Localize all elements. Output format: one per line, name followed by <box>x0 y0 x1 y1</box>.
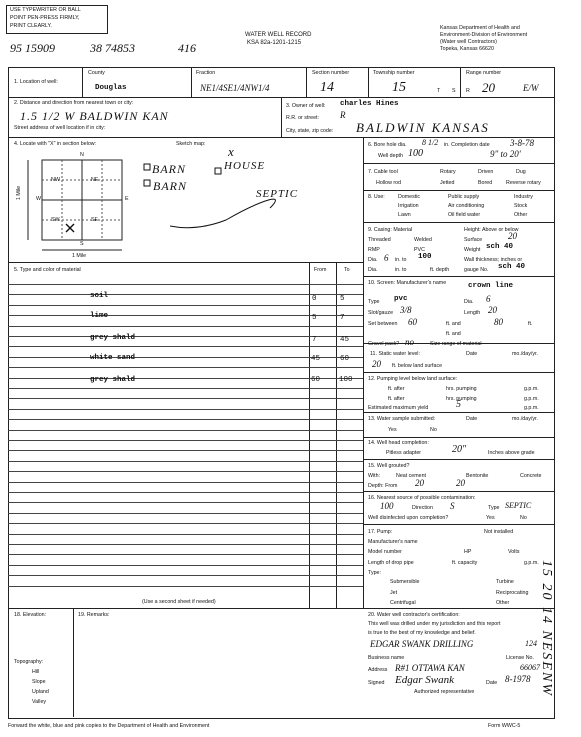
signed-date-label: Date <box>486 680 498 686</box>
material-rule-line <box>8 502 363 503</box>
address-label: Address <box>368 667 388 673</box>
use-domestic: Domestic <box>398 194 421 200</box>
signature: Edgar Swank <box>395 674 454 686</box>
use-label: 8. Use: <box>368 194 385 200</box>
agency-line-3: (Water well Contractors) <box>440 39 497 45</box>
material-rule-line <box>8 315 363 316</box>
agency-line-4: Topeka, Kansas 66620 <box>440 46 494 52</box>
grid-n: N <box>80 152 84 158</box>
pumping-hrs-2: hrs. pumping <box>446 396 477 402</box>
dug: Dug <box>516 169 526 175</box>
grid-mile-side: 1 Mile <box>16 185 22 200</box>
grid-ne: NE <box>91 177 99 183</box>
handwritten-code-1: 95 15909 <box>10 41 55 55</box>
jetted: Jetted <box>440 180 455 186</box>
second-sheet-note: (Use a second sheet if needed) <box>142 599 216 605</box>
location-label: 1. Location of well: <box>14 79 58 85</box>
grid-sw: SW <box>51 217 60 223</box>
signed-label: Signed <box>368 680 385 686</box>
license-value: 124 <box>525 639 537 648</box>
owner-value: charles Hines <box>340 100 399 108</box>
material-row-3-from: 7 <box>312 336 317 344</box>
set-ft: ft. <box>528 321 533 327</box>
city-value: BALDWIN KANSAS <box>356 120 490 135</box>
use-other: Other <box>514 212 528 218</box>
surface-label: Surface <box>464 237 483 243</box>
material-row-5-to: 100 <box>339 376 353 384</box>
pitless-label: Pitless adapter <box>386 450 422 456</box>
grouted-label: 15. Well grouted? <box>368 463 410 469</box>
owner-label: 3. Owner of well: <box>286 103 326 109</box>
gauge-label: gauge No. <box>464 267 489 273</box>
use-public-supply: Public supply <box>448 194 480 200</box>
material-rule-line <box>8 305 363 306</box>
above-grade-label: Inches above grade <box>488 450 535 456</box>
t-letter: T <box>437 88 441 94</box>
pumping-gpm-1: g.p.m. <box>524 386 539 392</box>
material-rule-line <box>8 346 363 347</box>
material-rule-line <box>8 440 363 441</box>
contamination-label: 16. Nearest source of possible contamination: <box>368 495 476 501</box>
material-rule-line <box>8 492 363 493</box>
certification-line-2: is true to the best of my knowledge and belief. <box>368 630 476 636</box>
elevation-label: 18. Elevation: <box>14 612 47 618</box>
topography-hill: Hill <box>32 669 40 675</box>
driven: Driven <box>478 169 494 175</box>
direction-label: Direction <box>412 505 433 511</box>
use-industry: Industry <box>514 194 533 200</box>
static-value: 20 <box>372 359 381 369</box>
dia1-ft: 100 <box>418 253 432 261</box>
capacity-gpm: g.p.m. <box>524 560 539 566</box>
pumping-ft-after-2: ft. after <box>388 396 405 402</box>
authorized-label: Authorized representative <box>414 689 475 695</box>
centrifugal: Centrifugal <box>390 600 416 606</box>
screen-dia-value: 6 <box>486 294 491 304</box>
bored: Bored <box>478 180 493 186</box>
locate-label: 4. Locate with "X" in section below: <box>14 141 97 147</box>
threaded: Threaded <box>368 237 391 243</box>
dia1-value: 6 <box>384 253 389 263</box>
gravel-value: no <box>405 337 414 347</box>
certification-line-1: This well was drilled under my jurisdiction and this report <box>368 621 501 627</box>
wellhead-label: 14. Well head completion: <box>368 440 429 446</box>
material-rule-line <box>8 388 363 389</box>
sketch-text-house: HOUSE <box>224 160 266 172</box>
depth-value: 100 <box>408 148 423 159</box>
material-rule-line <box>8 534 363 535</box>
screen-label: 10. Screen: Manufacturer's name <box>368 280 447 286</box>
screen-type-label: Type <box>368 299 380 305</box>
material-row-2-from: 5 <box>312 314 317 322</box>
weight-label: Weight <box>464 247 481 253</box>
pump-type-label: Type: <box>368 570 381 576</box>
static-date-label: Date <box>466 351 478 357</box>
submersible: Submersible <box>390 579 420 585</box>
reverse-rotary: Reverse rotary <box>506 180 541 186</box>
bore-value: 8 1/2 <box>422 138 439 147</box>
height-label: Height: Above or below <box>464 227 519 233</box>
county-value: Douglas <box>95 84 127 92</box>
weight-value: sch 40 <box>486 243 514 251</box>
dia1-to: in. to <box>395 257 407 263</box>
material-rule-line <box>8 554 363 555</box>
instruction-line-1: USE TYPEWRITER OR BALL <box>10 7 81 13</box>
volts-label: Volts <box>508 549 520 555</box>
signed-date-value: 8-1978 <box>505 674 531 684</box>
material-row-4-to: 60 <box>340 355 350 363</box>
dia1-label: Dia. <box>368 257 378 263</box>
ft-capacity-label: ft. capacity <box>452 560 478 566</box>
sample-no: No <box>430 427 437 433</box>
material-rule-line <box>8 409 363 410</box>
static-below: ft. below land surface <box>392 363 443 369</box>
material-rule-line <box>8 565 363 566</box>
bentonite: Bentonite <box>466 473 489 479</box>
static-label: 11. Static water level: <box>370 351 420 357</box>
material-row-2-material: lime <box>90 312 109 320</box>
direction-value: S <box>450 501 455 511</box>
county-label: County <box>88 70 105 76</box>
set-between-label: Set between <box>368 321 398 327</box>
agency-line-1: Kansas Department of Health and <box>440 25 520 31</box>
materials-header: 5. Type and color of material <box>14 267 81 273</box>
screen-type-value: pvc <box>394 295 408 303</box>
east-west-value: E/W <box>523 83 539 93</box>
reciprocating: Reciprocating <box>496 590 529 596</box>
screen-value: crown line <box>468 282 514 290</box>
disinfected-label: Well disinfected upon completion? <box>368 515 449 521</box>
slot-value: 3/8 <box>400 305 412 315</box>
s-letter: S <box>452 88 456 94</box>
handwritten-code-3: 416 <box>178 41 196 55</box>
casing-label: 9. Casing: Material <box>368 227 413 233</box>
dia2-to: in. to <box>395 267 407 273</box>
material-rule-line <box>8 586 363 587</box>
sample-yes: Yes <box>388 427 397 433</box>
with-label: With: <box>368 473 381 479</box>
grout-depth-label: Depth: From <box>368 483 398 489</box>
form-statute: KSA 82a-1201-1215 <box>247 40 302 46</box>
material-rule-line <box>8 513 363 514</box>
topography-upland: Upland <box>32 689 49 695</box>
pumping-hrs-1: hrs. pumping <box>446 386 477 392</box>
grid-e: E <box>125 196 129 202</box>
grid-s: S <box>80 241 84 247</box>
remarks-label: 19. Remarks: <box>78 612 110 618</box>
gauge-value: sch 40 <box>498 263 526 271</box>
rr-street-value: R <box>340 110 346 120</box>
use-stock: Stock <box>514 203 528 209</box>
instruction-line-2: POINT PEN-PRESS FIRMLY, <box>10 15 80 21</box>
section-label: Section number <box>312 70 350 76</box>
set-and: ft. and <box>446 321 461 327</box>
grid-w: W <box>36 196 41 202</box>
margin-handwritten-note: 15 20 14 NESENW <box>539 560 554 697</box>
contamination-type-value: SEPTIC <box>505 501 532 510</box>
footer-instructions: Forward the white, blue and pink copies to the Department of Health and Environment <box>8 723 210 729</box>
topography-label: Topography: <box>14 659 44 665</box>
township-value: 15 <box>392 80 406 95</box>
material-row-3-material: grey shald <box>90 334 136 342</box>
max-yield-label: Estimated maximum yield <box>368 405 429 411</box>
grid-mile-bottom: 1 Mile <box>72 253 87 259</box>
contamination-type-label: Type <box>488 505 500 511</box>
address-value: R#1 OTTAWA KAN <box>395 663 465 673</box>
material-row-4-from: 45 <box>311 355 321 363</box>
city-label: City, state, zip code: <box>286 128 334 134</box>
use-air-conditioning: Air conditioning <box>448 203 485 209</box>
sketch-text-septic: SEPTIC <box>256 188 299 200</box>
hollow-rod: Hollow rod <box>376 180 402 186</box>
material-row-1-material: soil <box>90 292 109 300</box>
sketch-well-mark: x <box>228 144 234 159</box>
material-rule-line <box>8 336 363 337</box>
material-row-2-to: 7 <box>340 314 345 322</box>
material-rule-line <box>8 523 363 524</box>
rotary: Rotary <box>440 169 456 175</box>
material-rule-line <box>8 461 363 462</box>
material-row-1-from: 0 <box>312 295 317 303</box>
static-mo-day-yr: mo./day/yr. <box>512 351 538 357</box>
set-from-value: 60 <box>408 317 417 327</box>
welded: Welded <box>414 237 432 243</box>
cable-tool: 7. Cable tool <box>368 169 398 175</box>
gravel-label: Gravel pack? <box>368 341 400 347</box>
disinfected-no: No <box>520 515 527 521</box>
material-rule-line <box>8 430 363 431</box>
disinfected-yes: Yes <box>486 515 495 521</box>
surface-value: 20 <box>508 231 517 241</box>
grid-se: SE <box>91 217 99 223</box>
certification-label: 20. Water well contractor's certification: <box>368 612 460 618</box>
rr-street-label: R.R. or street: <box>286 115 319 121</box>
topography-slope: Slope <box>32 679 46 685</box>
material-row-5-material: grey shald <box>90 376 136 384</box>
pitless-value: 20" <box>452 444 467 455</box>
dia2-ft: ft. depth <box>430 267 450 273</box>
street-address-label: Street address of well location if in city: <box>14 125 106 131</box>
turbine: Turbine <box>496 579 514 585</box>
material-rule-line <box>8 294 363 295</box>
topography-valley: Valley <box>32 699 47 705</box>
material-rule-line <box>8 357 363 358</box>
bore-label: 6. Bore hole dia. <box>368 142 407 148</box>
section-value: 14 <box>320 80 334 95</box>
form-title: WATER WELL RECORD <box>245 32 312 38</box>
material-rule-line <box>8 471 363 472</box>
max-yield-gpm: g.p.m. <box>524 405 539 411</box>
material-rule-line <box>8 482 363 483</box>
material-row-1-to: 5 <box>340 295 345 303</box>
material-rule-line <box>8 284 363 285</box>
zip-value: 66067 <box>520 663 540 672</box>
handwritten-code-2: 38 74853 <box>90 41 135 55</box>
material-rule-line <box>8 450 363 451</box>
drop-pipe-label: Length of drop pipe <box>368 560 414 566</box>
use-irrigation: Irrigation <box>398 203 419 209</box>
contamination-ft-value: 100 <box>380 501 394 511</box>
from-header: From <box>314 267 327 273</box>
business-name-label: Business name <box>368 655 405 661</box>
gravel-size-label: Size range of material <box>430 341 482 347</box>
depth-extra: 9" to 20' <box>490 149 521 159</box>
depth-label: Well depth <box>378 153 403 159</box>
wall-label: Wall thickness; inches or <box>464 257 523 263</box>
to-header: To <box>344 267 350 273</box>
length-value: 20 <box>488 305 497 315</box>
material-row-5-from: 60 <box>311 376 321 384</box>
dia2-label: Dia. <box>368 267 378 273</box>
pumping-ft-after-1: ft. after <box>388 386 405 392</box>
material-rule-line <box>8 398 363 399</box>
length-label: Length <box>464 310 481 316</box>
license-label: License No. <box>506 655 534 661</box>
material-row-3-to: 45 <box>340 336 350 344</box>
completion-value: 3-8-78 <box>510 138 534 148</box>
agency-line-2: Environment-Division of Environment <box>440 32 528 38</box>
form-number: Form WWC-5 <box>488 723 521 729</box>
sample-mo-day-yr: mo./day/yr. <box>512 416 538 422</box>
sketch-text-barn-2: BARN <box>153 179 187 193</box>
range-value: 20 <box>482 80 495 95</box>
not-installed: Not installed <box>484 529 514 535</box>
neat-cement: Neat cement <box>396 473 427 479</box>
completion-label: in. Completion date <box>444 142 490 148</box>
range-label: Range number <box>466 70 502 76</box>
instruction-line-3: PRINT CLEARLY. <box>10 23 52 29</box>
sample-date-label: Date <box>466 416 478 422</box>
pumping-label: 12. Pumping level below land surface: <box>368 376 458 382</box>
set2-ft: ft. and <box>446 331 461 337</box>
fraction-label: Fraction <box>196 70 216 76</box>
hp-label: HP <box>464 549 472 555</box>
grout-to-value: 20 <box>456 478 465 488</box>
grid-nw: NW <box>51 177 60 183</box>
rmp: RMP <box>368 247 380 253</box>
use-oil-field: Oil field water <box>448 212 481 218</box>
screen-dia-label: Dia. <box>464 299 474 305</box>
pumping-gpm-2: g.p.m. <box>524 396 539 402</box>
sketch-text-barn-1: BARN <box>152 162 186 176</box>
material-rule-line <box>8 419 363 420</box>
sketch-map-label: Sketch map: <box>176 141 206 147</box>
material-rule-line <box>8 575 363 576</box>
township-label: Township number <box>373 70 415 76</box>
pvc: PVC <box>414 247 425 253</box>
material-rule-line <box>8 544 363 545</box>
distance-label: 2. Distance and direction from nearest town or city: <box>14 100 134 106</box>
distance-value: 1.5 1/2 W BALDWIN KAN <box>20 109 169 123</box>
business-name-value: EDGAR SWANK DRILLING <box>370 639 474 649</box>
use-lawn: Lawn <box>398 212 411 218</box>
sample-label: 13. Water sample submitted: <box>368 416 436 422</box>
slot-label: Slot/gauze <box>368 310 394 316</box>
grout-from-value: 20 <box>415 478 424 488</box>
max-yield-value: 5 <box>456 399 461 410</box>
model-label: Model number <box>368 549 402 555</box>
concrete: Concrete <box>520 473 542 479</box>
pump-label: 17. Pump: <box>368 529 393 535</box>
set-to-value: 80 <box>494 317 503 327</box>
material-rule-line <box>8 378 363 379</box>
jet: Jet <box>390 590 398 596</box>
fraction-value: NE1/4SE1/4NW1/4 <box>200 83 270 93</box>
material-row-4-material: white sand <box>90 354 136 362</box>
material-rule-line <box>8 326 363 327</box>
pump-other: Other <box>496 600 510 606</box>
material-rule-line <box>8 367 363 368</box>
manufacturer-label: Manufacturer's name <box>368 539 418 545</box>
r-letter: R <box>466 88 470 94</box>
